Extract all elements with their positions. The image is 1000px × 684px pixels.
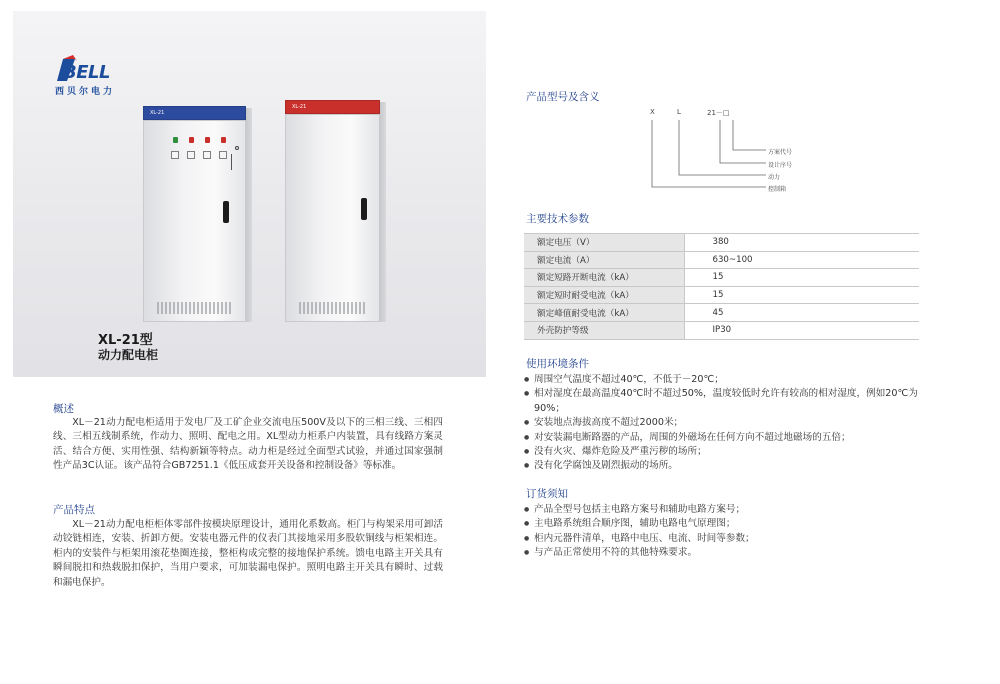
overview-text: XL－21动力配电柜适用于发电厂及工矿企业交流电压500V及以下的三相三线、三相四线、三相五线制系统，作动力、照明、配电之用。XL型动力柜系户内装置，具有线路方案灵活、结合方便、实用性强、结构新颖等特点。动力柜是经过全面型式试验，并通过国家强制性产品3C认证。该产品符合GB7251.1《低压成套开关设备和控制设备》等标准。 <box>53 417 443 472</box>
list-item: ● 相对湿度在最高温度40℃时不超过50%，温度较低时允许有较高的相对湿度，例如20℃为90%； <box>524 387 919 416</box>
indicator-lamp-icon <box>221 137 226 143</box>
cabinet-red <box>285 100 380 322</box>
overview-heading: 概述 <box>53 403 74 415</box>
table-row: 外壳防护等级 IP30 <box>524 321 919 339</box>
list-item: ● 对安装漏电断路器的产品，周围的外磁场在任何方向不超过地磁场的五倍； <box>524 431 919 445</box>
indicator-lamp-icon <box>205 137 210 143</box>
model-label-scheme: 方案代号 <box>768 149 793 156</box>
model-code-21: 21－□ <box>707 109 730 117</box>
ordering-heading: 订货须知 <box>526 488 568 500</box>
cabinet-blue <box>143 106 246 322</box>
logo-brand-text: BELL <box>63 62 110 83</box>
table-row: 额定短路开断电流（kA） 15 <box>524 269 919 287</box>
environment-heading: 使用环境条件 <box>526 358 589 370</box>
indicator-lamp-icon <box>189 137 194 143</box>
product-hero-image <box>13 11 486 377</box>
vent-grille <box>157 302 232 314</box>
model-meaning-heading: 产品型号及含义 <box>526 91 600 103</box>
product-model: XL-21型 <box>98 333 153 348</box>
table-row: 额定短时耐受电流（kA） 15 <box>524 286 919 304</box>
model-code-l: L <box>677 108 681 116</box>
list-item: ● 柜内元器件清单，电路中电压、电流、时间等参数； <box>524 532 919 546</box>
cabinet-label: XL-21 <box>285 100 380 114</box>
logo-brand-cn: 西贝尔电力 <box>55 87 116 97</box>
list-item: ● 没有火灾、爆炸危险及严重污秽的场所； <box>524 445 919 459</box>
table-row: 额定电压（V） 380 <box>524 234 919 252</box>
tech-params-table <box>524 233 919 340</box>
list-item: ● 周围空气温度不超过40℃，不低于－20℃； <box>524 373 919 387</box>
model-code-lines <box>640 108 840 198</box>
model-label-design: 设计序号 <box>768 162 793 169</box>
vent-grille <box>299 302 366 314</box>
knob-icon <box>235 146 239 150</box>
door-handle-icon <box>361 198 367 220</box>
product-name: 动力配电柜 <box>98 348 159 362</box>
model-code-x: X <box>650 108 655 116</box>
indicator-lamp-icon <box>173 137 178 143</box>
cabinet-label: XL-21 <box>143 106 246 120</box>
environment-list <box>524 373 919 474</box>
switch-icon <box>187 151 195 159</box>
features-text: XL－21动力配电柜柜体零部件按模块原理设计，通用化系数高。柜门与构架采用可卸活动铰链相连，安装、折卸方便。安装电器元件的仪表门其接地采用多股软铜线与柜架相连。柜内的安装件与柜架用滚花垫圈连接，整柜构成完整的接地保护系统。馈电电路主开关具有瞬间脱扣和热载脱扣保护，当用户要求，可加装漏电保护。照明电路主开关具有瞬时、过载和漏电保护。 <box>53 519 443 588</box>
table-row: 额定峰值耐受电流（kA） 45 <box>524 304 919 322</box>
switch-icon <box>219 151 227 159</box>
model-code-diagram <box>640 108 840 198</box>
door-handle-icon <box>223 201 229 223</box>
table-row: 额定电流（A） 630~100 <box>524 251 919 269</box>
model-label-power: 动力 <box>768 174 781 181</box>
model-label-box: 控制箱 <box>768 186 787 193</box>
bell-logo <box>53 55 143 99</box>
features-heading: 产品特点 <box>53 504 95 516</box>
list-item: ● 没有化学腐蚀及剧烈振动的场所。 <box>524 459 919 473</box>
tech-params-heading: 主要技术参数 <box>526 213 589 225</box>
switch-icon <box>203 151 211 159</box>
list-item: ● 主电路系统组合顺序图，辅助电路电气原理图； <box>524 517 919 531</box>
switch-icon <box>171 151 179 159</box>
list-item: ● 产品全型号包括主电路方案号和辅助电路方案号； <box>524 503 919 517</box>
ordering-list <box>524 503 919 561</box>
list-item: ● 与产品正常使用不符的其他特殊要求。 <box>524 546 919 560</box>
list-item: ● 安装地点海拔高度不超过2000米； <box>524 416 919 430</box>
